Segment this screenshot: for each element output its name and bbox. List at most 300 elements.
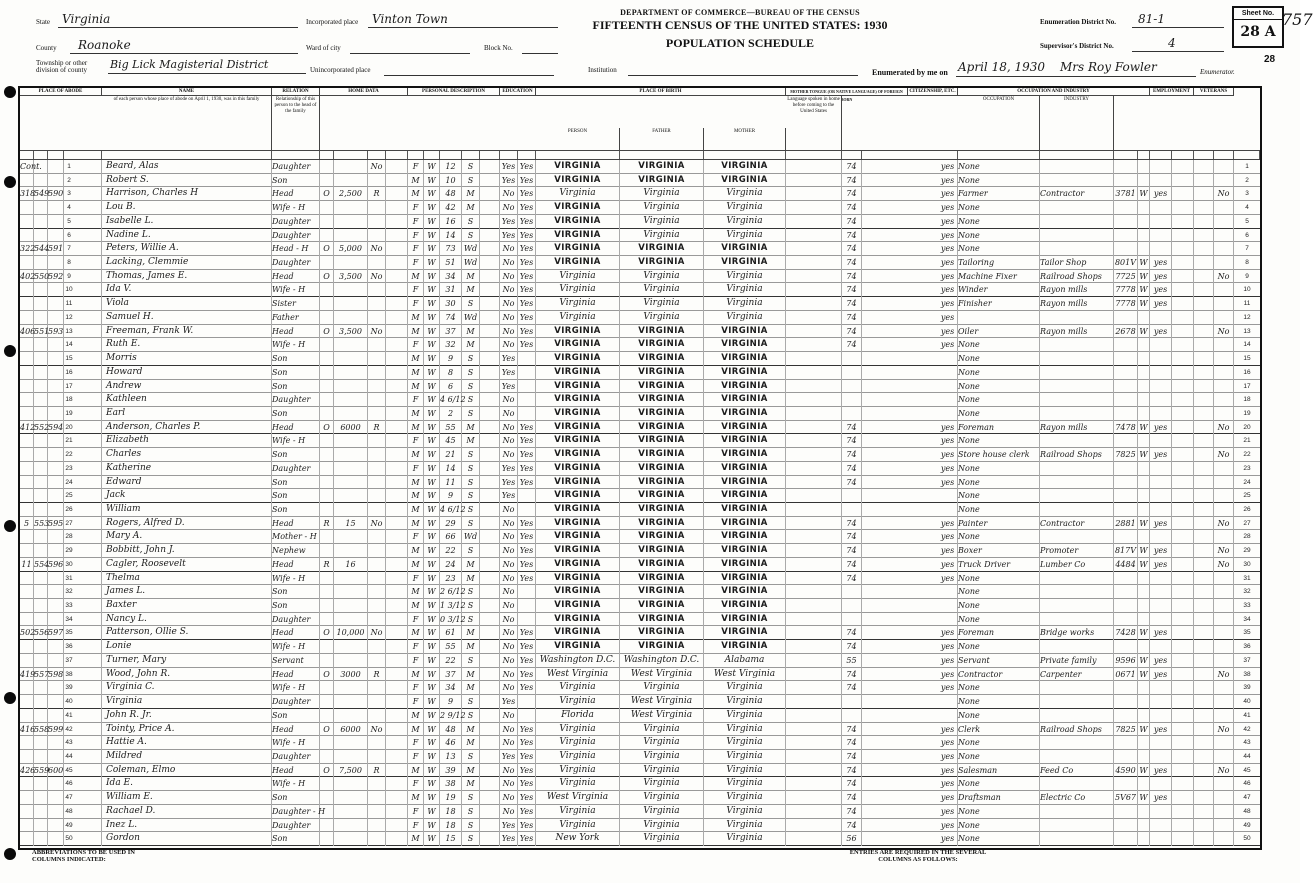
cell-bp: VIRGINIA [536,393,620,407]
cell-marital: S [462,832,480,846]
empty-cell [1172,695,1194,709]
cell-ind [1040,215,1114,229]
cell-marital: M [462,558,480,572]
cell-english: yes [938,668,958,682]
cell-code: 74 [842,256,862,270]
cell-icode [1114,750,1138,764]
cell-sex: F [408,530,424,544]
cell-bm: VIRGINIA [704,366,786,380]
empty-cell [1194,654,1214,668]
cell-occ: None [958,434,1040,448]
cell-home [320,448,334,462]
cell-occ: None [958,640,1040,654]
cell-street [20,201,34,215]
cell-ind [1040,585,1114,599]
cell-family: 597 [48,626,64,640]
cell-name: Rachael D. [102,805,272,819]
column-number-cell [1040,151,1114,159]
empty-cell [386,723,408,737]
empty-cell [1194,750,1214,764]
table-row [20,585,1260,599]
cell-dwelling [34,791,48,805]
column-number-cell [64,151,102,159]
cell-radio [368,311,386,325]
cell-marital: S [462,229,480,243]
cell-bf: VIRGINIA [620,366,704,380]
column-number-cell [386,151,408,159]
cell-dwelling [34,366,48,380]
cell-bm: VIRGINIA [704,242,786,256]
cell-dwelling [34,599,48,613]
cell-race: W [424,544,440,558]
cell-code: 56 [842,832,862,846]
cell-dwelling: 554 [34,558,48,572]
cell-school: Yes [500,174,518,188]
cell-home: O [320,668,334,682]
cell-name: Thelma [102,572,272,586]
cell-code: 74 [842,572,862,586]
cell-bm: VIRGINIA [704,626,786,640]
cell-read: Yes [518,242,536,256]
group-employment: EMPLOYMENT [1150,88,1194,96]
cell-vet [1214,393,1234,407]
cell-street: 322 [20,242,34,256]
line-number-left: 9 [67,272,71,280]
cell-value: 2,500 [334,187,368,201]
table-row [20,654,1260,668]
cell-race: W [424,160,440,174]
cell-work: yes [1150,791,1172,805]
cell-race: W [424,503,440,517]
cell-name: Katherine [102,462,272,476]
cell-dwelling [34,819,48,833]
empty-cell [386,819,408,833]
cell-bp: VIRGINIA [536,448,620,462]
cell-ind: Railroad Shops [1040,270,1114,284]
cell-vet [1214,256,1234,270]
cell-relation: Wife - H [272,434,320,448]
line-number: 26 [1243,506,1251,513]
cell-dwelling [34,805,48,819]
cell-marital: S [462,654,480,668]
cell-bm: Virginia [704,695,786,709]
empty-cell [1172,476,1194,490]
cell-occ: Foreman [958,626,1040,640]
cell-work: yes [1150,558,1172,572]
cell-name: Samuel H. [102,311,272,325]
cell-street [20,380,34,394]
cell-home [320,489,334,503]
cell-radio [368,791,386,805]
cell-home [320,434,334,448]
cell-bf: Virginia [620,791,704,805]
column-number-cell [620,151,704,159]
cell-work [1150,476,1172,490]
cell-relation: Mother - H [272,530,320,544]
line-number-left: 12 [65,313,73,321]
empty-cell [786,489,842,503]
cell-value [334,599,368,613]
cell-street [20,640,34,654]
cell-bp: Washington D.C. [536,654,620,668]
cell-sex: M [408,723,424,737]
column-number-cell [424,151,440,159]
cell-sex: M [408,832,424,846]
cell-read: Yes [518,462,536,476]
cell-age: 61 [440,626,462,640]
cell-work [1150,599,1172,613]
empty-cell [480,174,500,188]
cell-occ: Machine Fixer [958,270,1040,284]
cell-bp: VIRGINIA [536,201,620,215]
cell-marital: S [462,174,480,188]
cell-code: 74 [842,750,862,764]
cell-bm: Virginia [704,805,786,819]
empty-cell [786,215,842,229]
cell-street [20,530,34,544]
cell-bp: VIRGINIA [536,558,620,572]
empty-cell [786,613,842,627]
cell-dwelling [34,572,48,586]
cell-value [334,489,368,503]
cell-value [334,544,368,558]
cell-family: 592 [48,270,64,284]
cell-vet [1214,338,1234,352]
cell-value [334,503,368,517]
line-number: 48 [1243,807,1251,815]
cell-bp: Virginia [536,311,620,325]
cell-occ: None [958,695,1040,709]
punch-hole [4,345,16,357]
cell-marital: S [462,585,480,599]
cell-street [20,476,34,490]
cell-marital: Wd [462,242,480,256]
cell-ind [1040,503,1114,517]
cell-relation: Sister [272,297,320,311]
incorporated-label: Incorporated place [306,18,359,26]
cell-name: Nancy L. [102,613,272,627]
cell-bf: VIRGINIA [620,325,704,339]
cell-bm: VIRGINIA [704,572,786,586]
empty-cell [1172,517,1194,531]
line-number-left: 50 [65,835,73,843]
cell-bp: VIRGINIA [536,530,620,544]
cell-age: 34 [440,681,462,695]
cell-relation: Head [272,558,320,572]
cell-cls: W [1138,325,1150,339]
cell-bm: Virginia [704,736,786,750]
empty-cell [386,517,408,531]
line-number: 34 [1243,615,1251,623]
cell-code: 74 [842,819,862,833]
cell-home [320,544,334,558]
line-number: 19 [1243,409,1251,417]
cell-race: W [424,270,440,284]
cell-ind: Promoter [1040,544,1114,558]
cell-name: Ruth E. [102,338,272,352]
cell-dwelling [34,448,48,462]
table-row [20,421,1260,435]
cell-family [48,380,64,394]
cell-race: W [424,421,440,435]
cell-family [48,791,64,805]
cell-ind [1040,681,1114,695]
empty-cell [480,160,500,174]
cell-code: 74 [842,791,862,805]
cell-icode [1114,585,1138,599]
cell-icode [1114,572,1138,586]
cell-radio [368,380,386,394]
cell-read [518,407,536,421]
column-number-cell [48,151,64,159]
cell-value [334,819,368,833]
cell-bm: Virginia [704,791,786,805]
cell-relation: Servant [272,654,320,668]
cell-radio [368,462,386,476]
empty-cell [480,366,500,380]
cell-icode: 7825 [1114,448,1138,462]
cell-code: 74 [842,283,862,297]
cell-bf: VIRGINIA [620,489,704,503]
table-row [20,325,1260,339]
empty-cell [1194,476,1214,490]
cell-code: 74 [842,434,862,448]
empty-cell [786,434,842,448]
cell-relation: Head [272,270,320,284]
cell-read: Yes [518,736,536,750]
cell-sex: F [408,256,424,270]
cell-work: yes [1150,187,1172,201]
column-number-cell [786,151,842,159]
column-number-cell [842,151,862,159]
cell-work [1150,819,1172,833]
cell-sex: F [408,201,424,215]
cell-code [842,503,862,517]
cell-home: R [320,558,334,572]
cell-ind [1040,709,1114,723]
cell-home: O [320,187,334,201]
empty-cell [1194,613,1214,627]
col-occupation: OCCUPATION [958,96,1040,150]
empty-cell [786,723,842,737]
cell-age: 73 [440,242,462,256]
cell-name: Peters, Willie A. [102,242,272,256]
cell-family [48,407,64,421]
cell-read: Yes [518,256,536,270]
line-number: 44 [1243,752,1251,760]
block-label: Block No. [484,44,513,52]
group-birth: PLACE OF BIRTH [536,88,786,96]
line-number-left: 13 [65,327,73,335]
cell-occ: None [958,462,1040,476]
empty-cell [386,544,408,558]
cell-icode: 5V67 [1114,791,1138,805]
cell-work: yes [1150,626,1172,640]
table-row [20,750,1260,764]
cell-occ: Truck Driver [958,558,1040,572]
cell-relation: Son [272,709,320,723]
cell-occ: None [958,805,1040,819]
cell-marital: S [462,160,480,174]
cell-bm: VIRGINIA [704,338,786,352]
cell-cls [1138,352,1150,366]
table-row [20,297,1260,311]
cell-school: No [500,599,518,613]
sheet-number-box [1232,6,1284,48]
cell-family [48,160,64,174]
empty-cell [480,585,500,599]
empty-cell [386,791,408,805]
empty-cell [786,709,842,723]
empty-cell [786,572,842,586]
cell-vet [1214,572,1234,586]
cell-english: yes [938,530,958,544]
cell-value [334,174,368,188]
line-number: 40 [1243,698,1251,706]
column-number-cell [1114,151,1138,159]
cell-cls: W [1138,297,1150,311]
cell-school: Yes [500,215,518,229]
empty-cell [386,215,408,229]
cell-name: Mary A. [102,530,272,544]
empty-cell [480,599,500,613]
line-number-left: 7 [67,245,71,253]
empty-cell [386,530,408,544]
column-number-cell [536,151,620,159]
cell-radio [368,640,386,654]
empty-cell [386,558,408,572]
cell-dwelling: 544 [34,242,48,256]
line-number: 25 [1243,492,1251,500]
cell-bm: VIRGINIA [704,174,786,188]
cell-sex: F [408,338,424,352]
empty-cell [386,448,408,462]
cell-occ [958,311,1040,325]
cell-relation: Head [272,764,320,778]
empty-cell [786,311,842,325]
empty-cell [1194,462,1214,476]
empty-cell [1194,434,1214,448]
cell-marital: S [462,476,480,490]
empty-cell [786,393,842,407]
cell-school: No [500,640,518,654]
cell-race: W [424,723,440,737]
column-number-cell [408,151,424,159]
empty-cell [1172,819,1194,833]
cell-read: Yes [518,325,536,339]
cell-bm: VIRGINIA [704,448,786,462]
line-number-left: 14 [65,341,73,349]
cell-radio [368,489,386,503]
cell-family [48,215,64,229]
cell-value: 3,500 [334,325,368,339]
cell-value [334,572,368,586]
cell-family [48,572,64,586]
empty-cell [480,256,500,270]
cell-age: 18 [440,819,462,833]
cell-sex: F [408,242,424,256]
empty-cell [386,270,408,284]
empty-cell [1172,366,1194,380]
cell-school: No [500,434,518,448]
cell-bp: Virginia [536,723,620,737]
cell-cls [1138,407,1150,421]
cell-race: W [424,695,440,709]
cell-bf: VIRGINIA [620,544,704,558]
cell-marital: S [462,462,480,476]
cell-cls: W [1138,283,1150,297]
cell-family [48,750,64,764]
cell-street [20,366,34,380]
cell-work [1150,489,1172,503]
empty-cell [1194,777,1214,791]
empty-cell [786,270,842,284]
line-number-left: 6 [67,231,71,239]
cell-radio: R [368,187,386,201]
cell-english: yes [938,764,958,778]
empty-cell [786,695,842,709]
cell-work: yes [1150,517,1172,531]
cell-bm: VIRGINIA [704,613,786,627]
cell-bm: Virginia [704,311,786,325]
cell-vet: No [1214,668,1234,682]
empty-cell [480,393,500,407]
empty-cell [1172,668,1194,682]
cell-school: No [500,723,518,737]
cell-vet [1214,585,1234,599]
cell-ind [1040,613,1114,627]
empty-cell [480,380,500,394]
empty-cell [480,695,500,709]
empty-cell [786,283,842,297]
cell-age: 0 3/12 [440,613,462,627]
cell-occ: None [958,489,1040,503]
cell-race: W [424,791,440,805]
cell-value: 10,000 [334,626,368,640]
cell-code: 74 [842,681,862,695]
cell-family [48,448,64,462]
cell-bp: VIRGINIA [536,229,620,243]
cell-home [320,709,334,723]
cell-school: No [500,544,518,558]
cell-vet [1214,352,1234,366]
cell-occ: Contractor [958,668,1040,682]
cell-age: 48 [440,723,462,737]
cell-race: W [424,187,440,201]
cell-dwelling: 550 [34,270,48,284]
cell-value [334,352,368,366]
county-value: Roanoke [78,38,131,52]
cell-family: 596 [48,558,64,572]
empty-cell [1194,256,1214,270]
cell-bp: Virginia [536,736,620,750]
cell-street [20,256,34,270]
cell-age: 8 [440,366,462,380]
cell-street: 416 [20,723,34,737]
line-number-left: 41 [65,711,73,719]
line-number-left: 47 [65,794,73,802]
cell-occ: None [958,736,1040,750]
cell-marital: S [462,297,480,311]
cell-street [20,434,34,448]
cell-family [48,256,64,270]
cell-occ: None [958,215,1040,229]
cell-occ: None [958,819,1040,833]
empty-cell [786,380,842,394]
cell-radio [368,572,386,586]
line-number: 2 [1245,176,1249,184]
line-number: 22 [1243,451,1251,459]
